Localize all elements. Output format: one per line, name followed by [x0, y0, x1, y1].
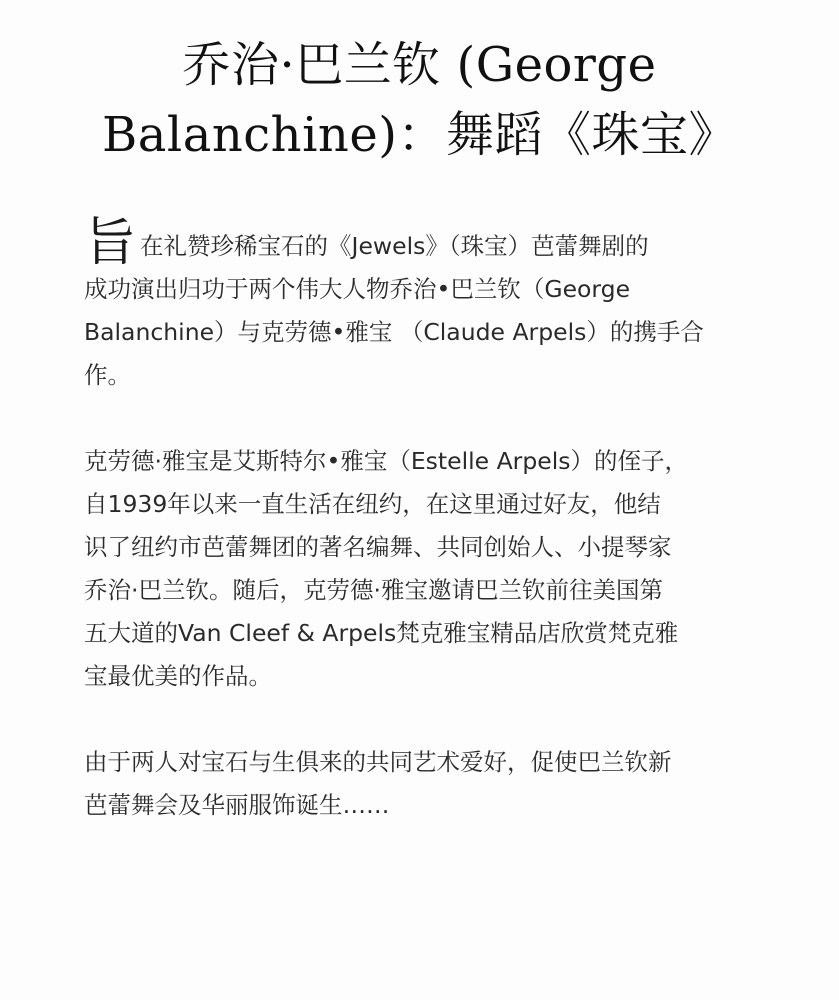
paragraph-line: 由于两人对宝石与生俱来的共同艺术爱好，促使巴兰钦新 — [84, 748, 672, 776]
paragraph-line: 作。 — [84, 361, 131, 389]
drop-cap: 旨 — [84, 213, 137, 273]
paragraph-line: 五大道的Van Cleef & Arpels梵克雅宝精品店欣赏梵克雅 — [84, 619, 679, 647]
title-line-2: Balanchine)：舞蹈《珠宝》 — [102, 107, 737, 163]
paragraph-1 — [84, 213, 760, 397]
paragraph-line-text: 在礼赞珍稀宝石的《Jewels》（珠宝）芭蕾舞剧的 — [140, 232, 649, 260]
article-title — [40, 30, 799, 170]
paragraph-line: 自1939年以来一直生活在纽约，在这里通过好友，他结 — [84, 490, 661, 518]
article-body — [84, 213, 760, 827]
title-line-1: 乔治·巴兰钦 (George — [182, 37, 657, 93]
paragraph-gap — [84, 698, 760, 741]
paragraph-line: Balanchine）与克劳德•雅宝 （Claude Arpels）的携手合 — [84, 318, 704, 346]
paragraph-2 — [84, 440, 760, 698]
paragraph-line — [84, 213, 760, 273]
paragraph-3 — [84, 741, 760, 827]
paragraph-line: 克劳德·雅宝是艾斯特尔•雅宝（Estelle Arpels）的侄子， — [84, 447, 688, 475]
paragraph-line: 芭蕾舞会及华丽服饰诞生…… — [84, 791, 390, 819]
paragraph-line: 乔治·巴兰钦。随后，克劳德·雅宝邀请巴兰钦前往美国第 — [84, 576, 663, 604]
paragraph-line: 成功演出归功于两个伟大人物乔治•巴兰钦（George — [84, 275, 631, 303]
paragraph-line: 宝最优美的作品。 — [84, 662, 272, 690]
paragraph-gap — [84, 397, 760, 440]
paragraph-line: 识了纽约市芭蕾舞团的著名编舞、共同创始人、小提琴家 — [84, 533, 672, 561]
